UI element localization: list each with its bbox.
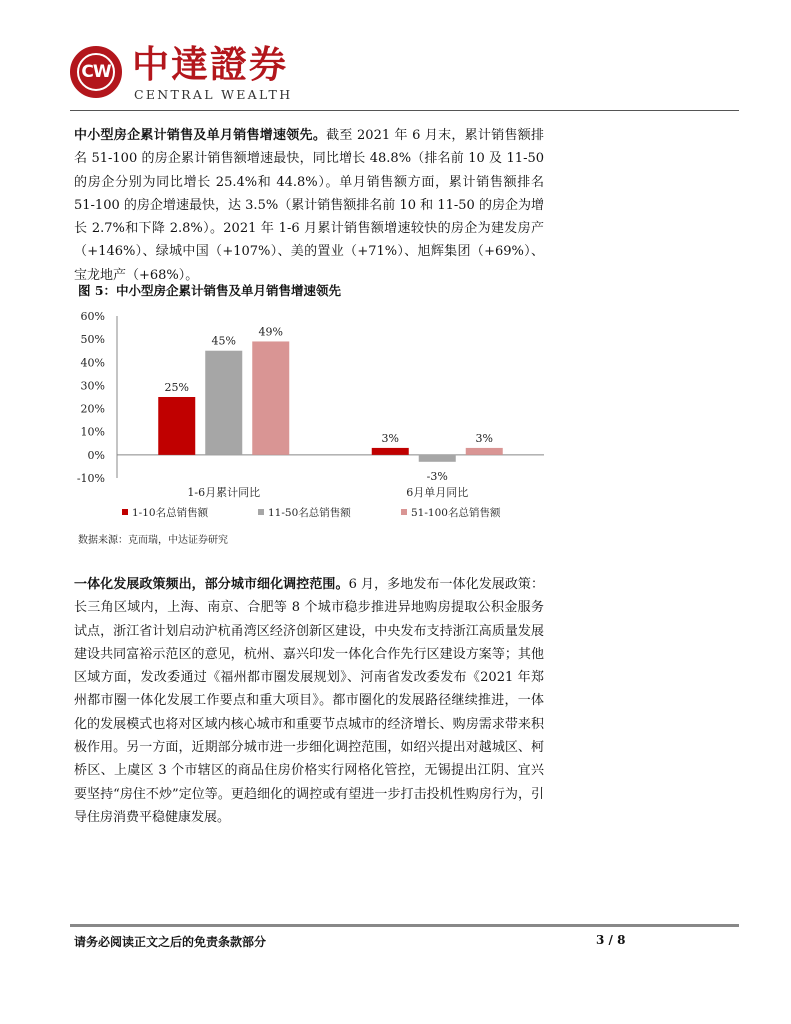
paragraph-lead: 一体化发展政策频出，部分城市细化调控范围。	[74, 577, 349, 592]
legend-swatch	[401, 509, 407, 515]
y-tick-label: 20%	[80, 402, 105, 416]
bar	[205, 351, 242, 455]
bar	[252, 341, 289, 454]
data-label: 49%	[258, 325, 283, 339]
y-tick-label: 40%	[80, 356, 105, 370]
data-label: 25%	[164, 381, 189, 394]
logo-emblem	[70, 46, 122, 98]
y-tick-label: 30%	[80, 379, 105, 393]
bar	[372, 448, 409, 455]
y-tick-label: 50%	[80, 333, 105, 347]
bar	[158, 397, 195, 455]
legend-swatch	[258, 509, 264, 515]
bar	[419, 455, 456, 462]
paragraph-policy	[74, 573, 544, 829]
logo-mark: CW	[77, 53, 115, 91]
company-logo	[70, 42, 310, 104]
page-number: 3 / 8	[596, 933, 626, 947]
y-tick-label: 10%	[80, 425, 105, 439]
y-tick-label: -10%	[76, 472, 105, 485]
legend-swatch	[122, 509, 128, 515]
bar-chart	[70, 300, 550, 528]
x-category-label: 1-6月累计同比	[187, 486, 261, 499]
header-divider	[70, 110, 739, 111]
paragraph-lead: 中小型房企累计销售及单月销售增速领先。	[74, 128, 327, 143]
data-label: 3%	[475, 431, 493, 445]
figure-title: 图 5：中小型房企累计销售及单月销售增速领先	[78, 283, 342, 298]
y-tick-label: 0%	[87, 448, 105, 462]
legend-label: 11-50名总销售额	[268, 507, 351, 519]
company-name-cn: 中達證券	[132, 43, 288, 86]
paragraph-body: 截至 2021 年 6 月末，累计销售额排名 51-100 的房企累计销售额增速最快，同比增长 48.8%（排名前 10 及 11-50 的房企分别为同比增长 25.4%和 44.8%）。单月销售额方面，累计销售额排名 51-100 的房企增速最快，达 3.5%（累计销售额排名前 10 和 11-50 的房企为增长 2.7%和下降 2.8%）。2021 年 1-6 月累计销售额增速较快的房企为建发房产（+146%）、绿城中国（+107%）、美的置业（+71%）、旭辉集团（+69%）、宝龙地产（+68%）。	[74, 128, 544, 283]
legend-label: 1-10名总销售额	[132, 507, 209, 519]
footer-divider	[70, 924, 739, 927]
x-category-label: 6月单月同比	[406, 486, 469, 499]
figure-source: 数据来源：克而瑞，中达证券研究	[78, 535, 228, 546]
paragraph-sales-growth	[74, 124, 544, 287]
data-label: 3%	[381, 431, 399, 445]
paragraph-body: 6 月，多地发布一体化发展政策：长三角区域内，上海、南京、合肥等 8 个城市稳步推进异地购房提取公积金服务试点，浙江省计划启动沪杭甬湾区经济创新区建设，中央发布支持浙江高质量发展建设共同富裕示范区的意见，杭州、嘉兴印发一体化合作先行区建设方案等；其他区域方面，发改委通过《福州都市圈发展规划》、河南省发改委发布《2021 年郑州都市圈一体化发展工作要点和重大项目》。都市圈化的发展路径继续推进，一体化的发展模式也将对区域内核心城市和重要节点城市的经济增长、购房需求带来积极作用。另一方面，近期部分城市进一步细化调控范围，如绍兴提出对越城区、柯桥区、上虞区 3 个市辖区的商品住房价格实行网格化管控，无锡提出江阴、宜兴要坚持“房住不炒”定位等。更趋细化的调控或有望进一步打击投机性购房行为，引导住房消费平稳健康发展。	[74, 577, 544, 825]
legend-label: 51-100名总销售额	[411, 507, 501, 519]
data-label: 45%	[211, 334, 236, 348]
data-label: -3%	[426, 469, 448, 483]
bar	[466, 448, 503, 455]
footer-disclaimer: 请务必阅读正文之后的免责条款部分	[74, 935, 267, 949]
y-tick-label: 60%	[80, 310, 105, 323]
company-name-en: CENTRAL WEALTH	[134, 87, 293, 102]
